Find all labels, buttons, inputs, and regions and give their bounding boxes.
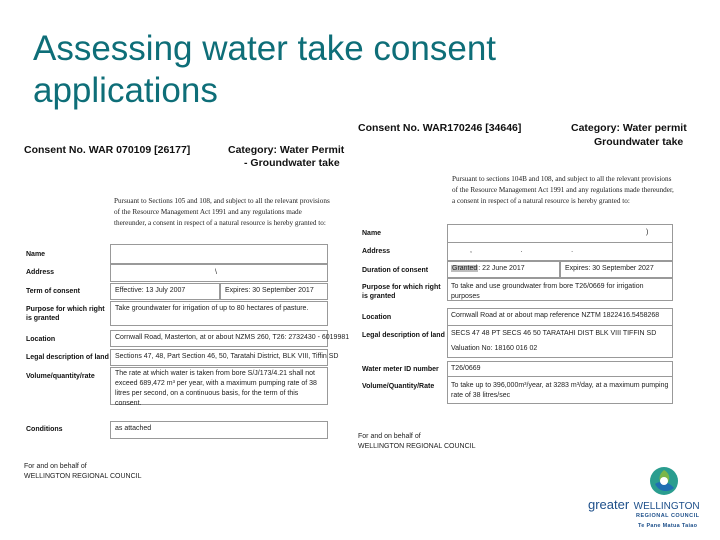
left-effective-date: Effective: 13 July 2007: [115, 287, 186, 294]
right-category-line2: Groundwater take: [594, 136, 684, 148]
left-conditions-value: as attached: [115, 425, 152, 432]
right-preamble: Pursuant to sections 104B and 108, and subject to all the relevant provisions of the Resource Management Act 1991 and any regulations made thereunder, a consent in respect of a natural resource is hereby granted to:: [452, 175, 674, 205]
left-preamble: Pursuant to Sections 105 and 108, and subject to all the relevant provisions of the Resource Management Act 1991 and any regulations made thereunder, a consent in respect of a natural resource is hereby granted to:: [114, 197, 330, 227]
right-legal-line2: Valuation No: 18160 016 02: [451, 345, 538, 352]
left-label-term: Term of consent: [26, 288, 80, 295]
gwrc-logo-word2: WELLINGTON: [633, 501, 700, 512]
right-label-duration: Duration of consent: [362, 267, 429, 274]
slide-title: Assessing water take consent applications: [33, 29, 497, 110]
gwrc-logo-line3: Te Pane Matua Taiao: [638, 523, 698, 529]
left-label-purpose: Purpose for which right is granted: [26, 306, 105, 322]
right-label-name: Name: [362, 230, 382, 237]
gwrc-logo-word1: greater: [588, 497, 630, 512]
right-footer-line1: For and on behalf of: [358, 433, 421, 440]
right-expires-date: Expires: 30 September 2027: [565, 265, 654, 272]
left-label-volume: Volume/quantity/rate: [26, 373, 95, 380]
left-footer-line1: For and on behalf of: [24, 463, 87, 470]
left-label-legal: Legal description of land: [26, 354, 109, 361]
right-label-legal: Legal description of land: [362, 332, 445, 339]
right-name-mark: ): [646, 229, 649, 236]
left-consent-number: Consent No. WAR 070109 [26177]: [24, 144, 191, 156]
right-purpose-value: To take and use groundwater from bore T26/0669 for irrigation purposes: [451, 283, 644, 300]
gwrc-logo-line2: REGIONAL COUNCIL: [636, 513, 700, 519]
left-label-conditions: Conditions: [26, 426, 63, 433]
left-address-mark: \: [215, 269, 217, 276]
right-footer-line2: WELLINGTON REGIONAL COUNCIL: [358, 443, 476, 450]
right-label-volume: Volume/Quantity/Rate: [362, 383, 435, 390]
left-expires-date: Expires: 30 September 2017: [225, 287, 314, 294]
left-legal-value: Sections 47, 48, Part Section 46, 50, Taratahi District, BLK VIII, Tiffin SD: [115, 353, 339, 360]
right-granted-value: [451, 264, 525, 274]
left-footer-line2: WELLINGTON REGIONAL COUNCIL: [24, 473, 142, 480]
right-label-address: Address: [362, 248, 391, 255]
left-location-value: Cornwall Road, Masterton, at or about NZMS 260, T26: 2732430 - 6019981: [115, 334, 350, 341]
left-volume-value: The rate at which water is taken from bore S/J/173/4.21 shall not exceed 689,472 m³ per year, with a maximum pumping rate of 38 litres per second, on a continuous basis, for the term of this consent.: [115, 370, 317, 407]
gwrc-logo-wordmark: [588, 496, 700, 514]
left-label-location: Location: [26, 336, 56, 343]
right-granted-highlight: Granted: [452, 265, 478, 272]
left-category-line1: Category: Water Permit: [228, 144, 345, 156]
right-name-box: [447, 224, 673, 243]
right-label-meter: Water meter ID number: [362, 366, 439, 373]
left-purpose-value: Take groundwater for irrigation of up to 80 hectares of pasture.: [115, 305, 309, 312]
right-legal-line1: SECS 47 48 PT SECS 46 50 TARATAHI DIST BLK VIII TIFFIN SD: [451, 330, 657, 337]
left-category-line2: - Groundwater take: [244, 157, 340, 169]
right-label-purpose: Purpose for which right is granted: [362, 284, 441, 300]
right-category-line1: Category: Water permit: [571, 122, 687, 134]
left-label-name: Name: [26, 251, 46, 258]
gwrc-logo: [586, 466, 716, 532]
left-label-address: Address: [26, 269, 55, 276]
right-consent-number: Consent No. WAR170246 [34646]: [358, 122, 522, 134]
right-granted-date: : 22 June 2017: [478, 265, 525, 272]
gwrc-logo-emblem-icon: [649, 466, 679, 496]
right-meter-value: T26/0669: [451, 365, 481, 372]
right-address-marks: , . .: [470, 247, 574, 254]
right-location-value: Cornwall Road at or about map reference NZTM 1822416.5458268: [451, 312, 660, 319]
right-label-location: Location: [362, 314, 392, 321]
right-volume-value: To take up to 396,000m³/year, at 3283 m³/day, at a maximum pumping rate of 38 litres/sec: [451, 382, 669, 399]
